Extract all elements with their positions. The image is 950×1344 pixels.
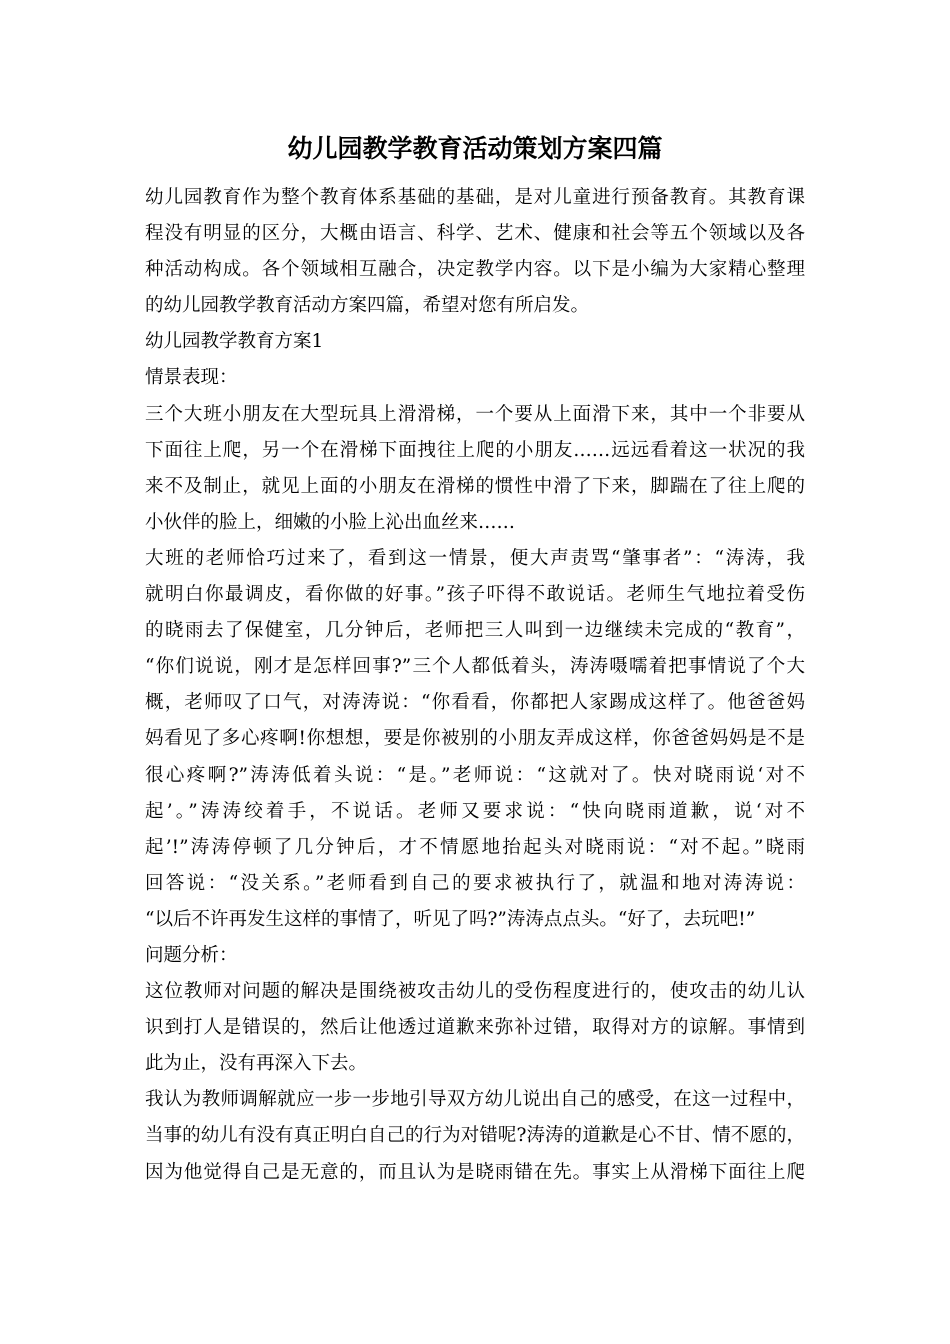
text-line: 起’。”涛涛绞着手，不说话。老师又要求说：“快向晓雨道歉，说‘对不 [145, 800, 805, 822]
text-line: 当事的幼儿有没有真正明白自己的行为对错呢?涛涛的道歉是心不甘、情不愿的， [145, 1125, 805, 1147]
text-line: 很心疼啊?”涛涛低着头说：“是。”老师说：“这就对了。快对晓雨说‘对不 [145, 764, 805, 786]
document-body [145, 180, 805, 1191]
text-line: 幼儿园教育作为整个教育体系基础的基础，是对儿童进行预备教育。其教育课 [145, 187, 805, 208]
text-line: 三个大班小朋友在大型玩具上滑滑梯，一个要从上面滑下来，其中一个非要从 [145, 403, 805, 425]
text-line: “你们说说，刚才是怎样回事?”三个人都低着头，涛涛嗫嚅着把事情说了个大 [145, 656, 805, 678]
document-title: 幼儿园教学教育活动策划方案四篇 [287, 134, 663, 163]
text-line: 因为他觉得自己是无意的，而且认为是晓雨错在先。事实上从滑梯下面往上爬 [145, 1161, 805, 1183]
text-line: 这位教师对问题的解决是围绕被攻击幼儿的受伤程度进行的，使攻击的幼儿认 [145, 981, 805, 1003]
text-line: 回答说：“没关系。”老师看到自己的要求被执行了，就温和地对涛涛说： [145, 872, 805, 894]
text-line: 情景表现： [145, 367, 238, 389]
text-line: 起’!”涛涛停顿了几分钟后，才不情愿地抬起头对晓雨说：“对不起。”晓雨 [145, 836, 805, 858]
text-line: 此为止，没有再深入下去。 [145, 1053, 368, 1075]
text-line: 识到打人是错误的，然后让他透过道歉来弥补过错，取得对方的谅解。事情到 [145, 1017, 805, 1039]
text-line: 妈看见了多心疼啊!你想想，要是你被别的小朋友弄成这样，你爸爸妈妈是不是 [145, 728, 805, 750]
text-line: 种活动构成。各个领域相互融合，决定教学内容。以下是小编为大家精心整理 [145, 259, 805, 281]
text-line: 问题分析： [145, 944, 238, 966]
text-line: 下面往上爬，另一个在滑梯下面拽往上爬的小朋友……远远看着这一状况的我 [145, 439, 805, 461]
text-line: “以后不许再发生这样的事情了，听见了吗?”涛涛点点头。“好了，去玩吧!” [145, 908, 756, 930]
text-line: 小伙伴的脸上，细嫩的小脸上沁出血丝来…… [145, 511, 516, 533]
text-line: 大班的老师恰巧过来了，看到这一情景，便大声责骂“肇事者”：“涛涛，我 [145, 547, 805, 569]
text-line: 我认为教师调解就应一步一步地引导双方幼儿说出自己的感受，在这一过程中， [145, 1089, 805, 1111]
text-line: 的幼儿园教学教育活动方案四篇，希望对您有所启发。 [145, 295, 590, 317]
text-line: 程没有明显的区分，大概由语言、科学、艺术、健康和社会等五个领域以及各 [145, 223, 805, 245]
text-line: 就明白你最调皮，看你做的好事。”孩子吓得不敢说话。老师生气地拉着受伤 [145, 584, 805, 606]
text-line: 概，老师叹了口气，对涛涛说：“你看看，你都把人家踢成这样了。他爸爸妈 [145, 692, 805, 714]
text-line: 来不及制止，就见上面的小朋友在滑梯的惯性中滑了下来，脚踹在了往上爬的 [145, 475, 805, 497]
text-line: 的晓雨去了保健室，几分钟后，老师把三人叫到一边继续未完成的“教育”， [145, 620, 805, 642]
text-line: 幼儿园教学教育方案1 [145, 331, 324, 353]
